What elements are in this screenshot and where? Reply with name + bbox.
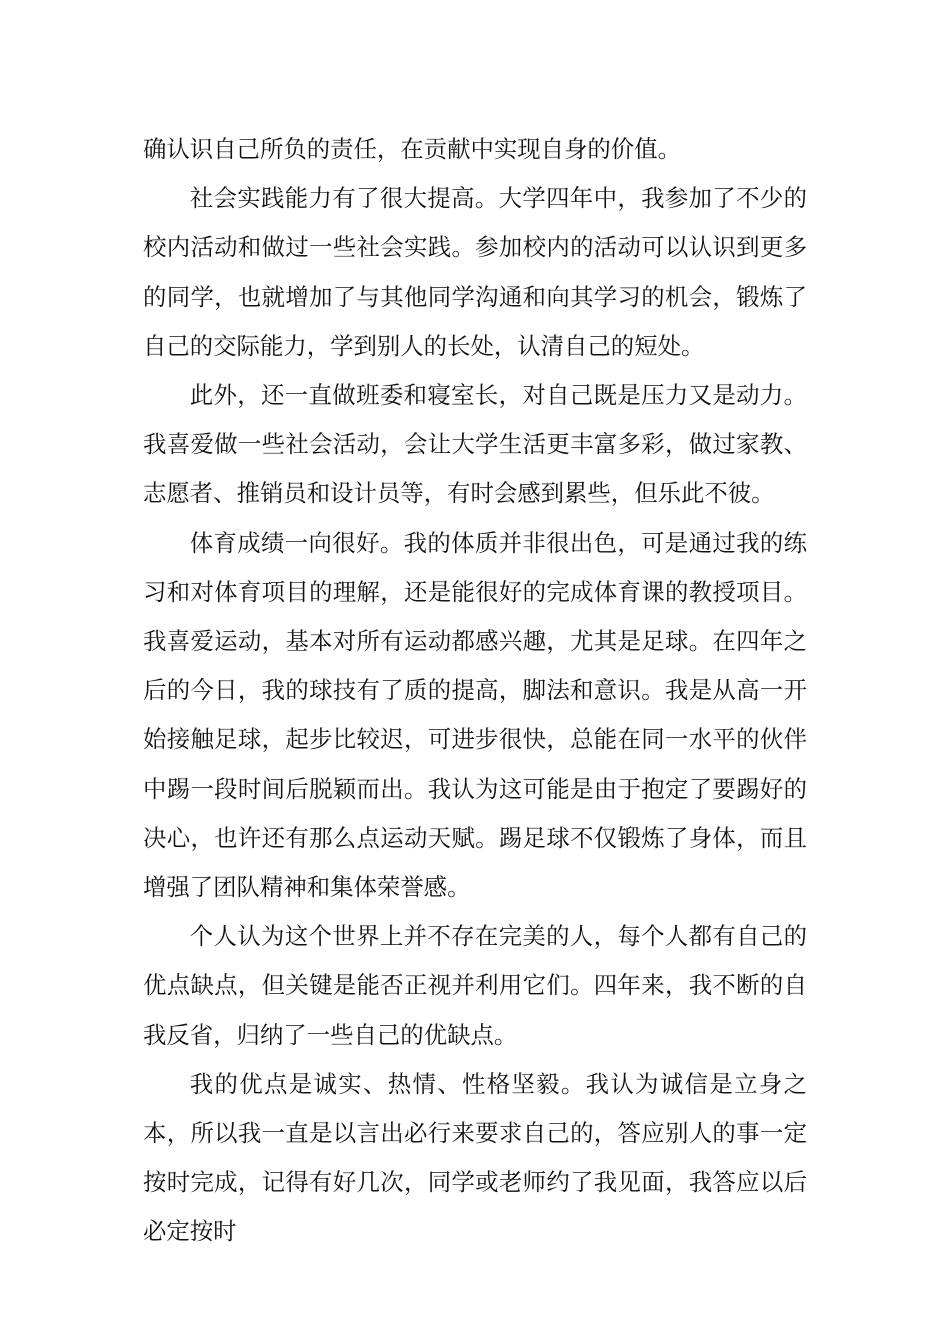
paragraph-self-reflection: 个人认为这个世界上并不存在完美的人，每个人都有自己的优点缺点，但关键是能否正视并利用它们。四年来，我不断的自我反省，归纳了一些自己的优缺点。	[143, 922, 807, 1049]
paragraph-sports: 体育成绩一向很好。我的体质并非很出色，可是通过我的练习和对体育项目的理解，还是能很好的完成体育课的教授项目。我喜爱运动，基本对所有运动都感兴趣，尤其是足球。在四年之后的今日，我的球技有了质的提高，脚法和意识。我是从高一开始接触足球，起步比较迟，可进步很快，总能在同一水平的伙伴中踢一段时间后脱颖而出。我认为这可能是由于抱定了要踢好的决心，也许还有那么点运动天赋。踢足球不仅锻炼了身体，而且增强了团队精神和集体荣誉感。	[143, 528, 807, 902]
paragraph-continued: 确认识自己所负的责任，在贡献中实现自身的价值。	[143, 135, 681, 163]
paragraph-class-committee: 此外，还一直做班委和寝室长，对自己既是压力又是动力。我喜爱做一些社会活动，会让大学生活更丰富多彩，做过家教、志愿者、推销员和设计员等，有时会感到累些，但乐此不彼。	[143, 381, 807, 508]
document-body	[143, 125, 807, 1257]
paragraph-social-practice: 社会实践能力有了很大提高。大学四年中，我参加了不少的校内活动和做过一些社会实践。参加校内的活动可以认识到更多的同学，也就增加了与其他同学沟通和向其学习的机会，锻炼了自己的交际能力，学到别人的长处，认清自己的短处。	[143, 184, 807, 360]
paragraph-strengths: 我的优点是诚实、热情、性格坚毅。我认为诚信是立身之本，所以我一直是以言出必行来要求自己的，答应别人的事一定按时完成，记得有好几次，同学或老师约了我见面，我答应以后必定按时	[143, 1069, 807, 1246]
